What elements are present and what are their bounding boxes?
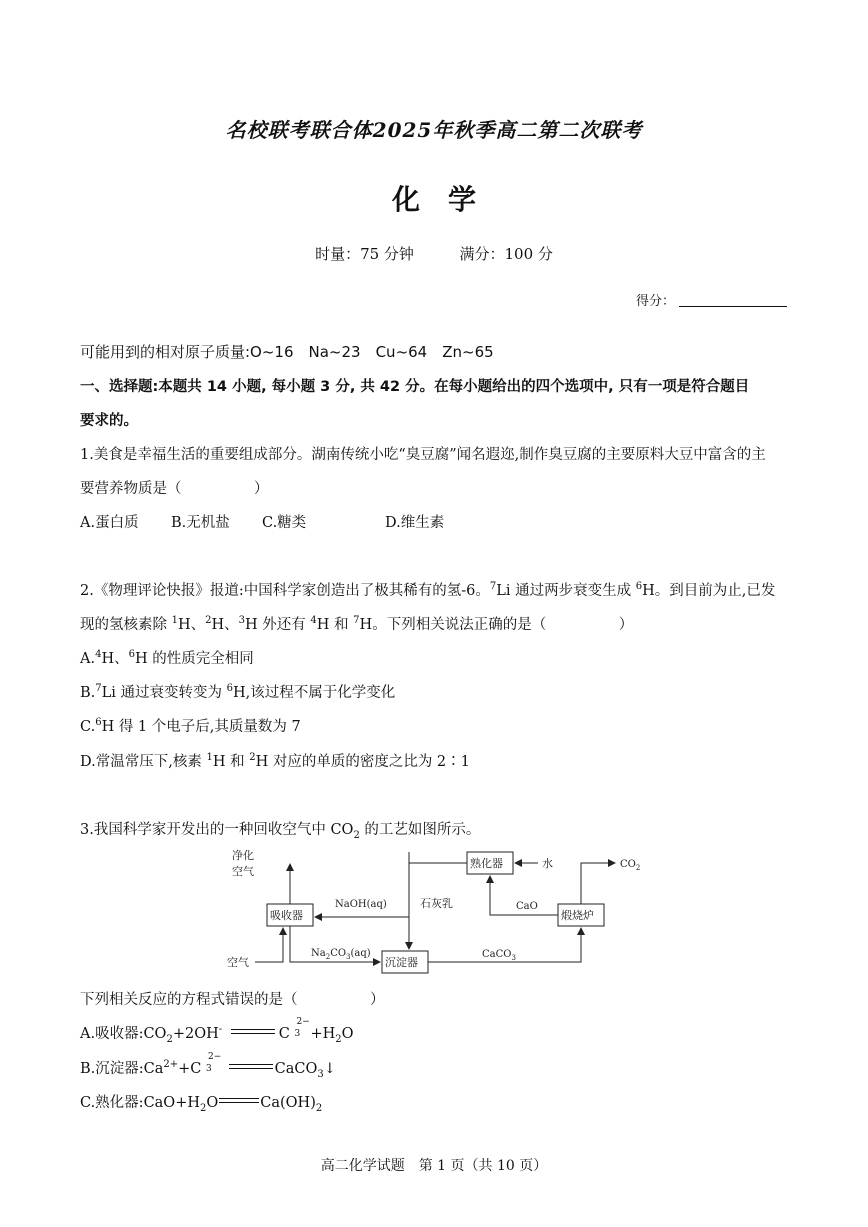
q2-stem-text: H 外还有 bbox=[245, 617, 311, 633]
mass-number: 4 bbox=[95, 649, 102, 661]
label-lime-milk: 石灰乳 bbox=[420, 897, 453, 910]
q1-stem-line2: 要营养物质是（ ） bbox=[80, 481, 269, 497]
option-text: O bbox=[341, 1026, 354, 1042]
q2-option-b bbox=[80, 681, 395, 702]
score-field bbox=[636, 290, 787, 309]
subscript: 2 bbox=[166, 1033, 173, 1045]
option-text: +H bbox=[310, 1026, 336, 1042]
label-kiln: 煅烧炉 bbox=[561, 909, 594, 922]
label-caco3: CaCO$_3$ bbox=[482, 949, 516, 962]
subscript: 2 bbox=[335, 1033, 342, 1045]
label-water: 水 bbox=[542, 857, 553, 870]
option-text: H,该过程不属于化学变化 bbox=[233, 685, 396, 701]
arrow-co2-out bbox=[581, 863, 615, 904]
q2-option-a bbox=[80, 647, 254, 668]
q1-stem-line1: 1.美食是幸福生活的重要组成部分。湖南传统小吃“臭豆腐”闻名遐迩,制作臭豆腐的主要原料大豆中富含的主 bbox=[80, 447, 766, 463]
q2-stem-text: 现的氢核素除 bbox=[80, 617, 172, 633]
q2-stem-line2 bbox=[80, 613, 633, 634]
option-text: H 对应的单质的密度之比为 2∶1 bbox=[255, 754, 470, 770]
atomic-masses: 可能用到的相对原子质量:O~16 Na~23 Cu~64 Zn~65 bbox=[80, 343, 494, 361]
q2-option-d bbox=[80, 750, 470, 771]
option-text: H 的性质完全相同 bbox=[135, 651, 254, 667]
mass-number: 2 bbox=[249, 752, 256, 764]
option-text: B. bbox=[80, 685, 96, 701]
mass-number: 6 bbox=[128, 649, 135, 661]
option-text: B.沉淀器:Ca bbox=[80, 1061, 164, 1077]
option-text: D.常温常压下,核素 bbox=[80, 754, 207, 770]
label-air-in: 空气 bbox=[227, 956, 249, 969]
mass-number: 7 bbox=[489, 581, 497, 593]
option-text: CaCO bbox=[274, 1061, 318, 1077]
q3-stem-text: 3.我国科学家开发出的一种回收空气中 CO bbox=[80, 822, 354, 838]
q2-stem-line1 bbox=[80, 579, 775, 600]
option-text: H、 bbox=[101, 651, 129, 667]
option-text: C bbox=[278, 1026, 290, 1042]
superscript: 2+ bbox=[163, 1059, 179, 1071]
q2-option-c bbox=[80, 715, 301, 736]
equals-sign bbox=[231, 1029, 275, 1034]
exam-meta bbox=[0, 243, 868, 264]
superscript: - bbox=[218, 1024, 223, 1036]
q2-stem-text: H。到目前为止,已发 bbox=[642, 583, 776, 599]
mass-number: 4 bbox=[310, 615, 317, 627]
label-air-out: 空气 bbox=[232, 865, 254, 878]
section-heading-line2: 要求的。 bbox=[80, 413, 138, 429]
option-text: A. bbox=[80, 651, 96, 667]
q3-option-c bbox=[80, 1091, 322, 1112]
carbonate-charge bbox=[206, 1052, 222, 1074]
q1-option-b: B.无机盐 bbox=[171, 515, 230, 531]
time-limit: 时量：75 分钟 bbox=[315, 245, 414, 263]
charge-bottom: 3 bbox=[294, 1029, 301, 1039]
q2-stem-text: H。下列相关说法正确的是（ ） bbox=[359, 617, 634, 633]
q2-stem-text: 2.《物理评论快报》报道:中国科学家创造出了极其稀有的氢-6。 bbox=[80, 583, 490, 599]
q3-option-b bbox=[80, 1052, 336, 1080]
carbonate-charge bbox=[294, 1017, 310, 1039]
label-cao: CaO bbox=[516, 901, 538, 912]
label-precipitator: 沉淀器 bbox=[385, 956, 418, 969]
option-text: +2OH bbox=[172, 1026, 219, 1042]
option-text: C.熟化器:CaO+H bbox=[80, 1095, 200, 1111]
option-text: H 得 1 个电子后,其质量数为 7 bbox=[101, 719, 301, 735]
q1-option-d: D.维生素 bbox=[385, 515, 445, 531]
option-text: H 和 bbox=[212, 754, 250, 770]
q2-stem-text: Li 通过两步衰变生成 bbox=[496, 583, 636, 599]
page-footer: 高二化学试题 第 1 页（共 10 页） bbox=[320, 1158, 548, 1174]
arrow-lime-milk bbox=[409, 852, 467, 863]
option-text: O bbox=[206, 1095, 219, 1111]
option-text: +C bbox=[178, 1061, 202, 1077]
subject-title: 化 学 bbox=[391, 183, 476, 216]
charge-top: 2− bbox=[208, 1052, 222, 1062]
full-score: 满分：100 分 bbox=[459, 245, 553, 263]
label-naoh: NaOH(aq) bbox=[335, 899, 387, 910]
mass-number: 7 bbox=[353, 615, 360, 627]
score-label: 得分： bbox=[636, 294, 676, 309]
q2-stem-text: H 和 bbox=[316, 617, 354, 633]
subscript: 3 bbox=[317, 1068, 324, 1080]
option-text: A.吸收器:CO bbox=[80, 1026, 167, 1042]
q1-option-c: C.糖类 bbox=[262, 515, 307, 531]
subscript: 2 bbox=[353, 829, 360, 841]
q3-option-a bbox=[80, 1017, 354, 1045]
score-blank bbox=[679, 292, 787, 307]
mass-number: 1 bbox=[171, 615, 178, 627]
option-text: Ca(OH) bbox=[260, 1095, 316, 1111]
co2-recovery-diagram bbox=[215, 845, 675, 975]
q2-stem-text: H、 bbox=[211, 617, 239, 633]
exam-title: 名校联考联合体2025年秋季高二第二次联考 bbox=[225, 118, 643, 142]
mass-number: 6 bbox=[635, 581, 643, 593]
label-absorber: 吸收器 bbox=[270, 909, 303, 922]
q3-stem-text: 的工艺如图所示。 bbox=[359, 822, 481, 838]
equals-sign bbox=[219, 1098, 259, 1103]
subscript: 2 bbox=[315, 1102, 323, 1114]
option-text: C. bbox=[80, 719, 96, 735]
mass-number: 1 bbox=[206, 752, 213, 764]
equals-sign bbox=[229, 1064, 273, 1069]
charge-bottom: 3 bbox=[206, 1064, 212, 1074]
q3-prompt: 下列相关反应的方程式错误的是（ ） bbox=[80, 992, 385, 1008]
mass-number: 7 bbox=[95, 683, 102, 695]
q1-option-a: A.蛋白质 bbox=[80, 515, 139, 531]
q2-stem-text: H、 bbox=[177, 617, 206, 633]
mass-number: 2 bbox=[205, 615, 212, 627]
option-text: Li 通过衰变转变为 bbox=[101, 685, 227, 701]
label-purified: 净化 bbox=[232, 849, 254, 862]
section-heading-line1: 一、选择题:本题共 14 小题, 每小题 3 分, 共 42 分。在每小题给出的四个选项中, 只有一项是符合题目 bbox=[80, 379, 750, 395]
label-na2co3: $Na_2CO_3(aq)$ bbox=[311, 948, 371, 961]
mass-number: 6 bbox=[95, 717, 102, 729]
label-co2-out: $CO_2$ bbox=[620, 859, 641, 872]
charge-top: 2− bbox=[296, 1017, 310, 1027]
label-slaker: 熟化器 bbox=[470, 857, 503, 870]
mass-number: 3 bbox=[238, 615, 246, 627]
mass-number: 6 bbox=[226, 683, 233, 695]
arrow-air-in bbox=[255, 928, 283, 962]
option-text: ↓ bbox=[323, 1061, 336, 1077]
q3-stem bbox=[80, 818, 480, 839]
subscript: 2 bbox=[200, 1102, 207, 1114]
